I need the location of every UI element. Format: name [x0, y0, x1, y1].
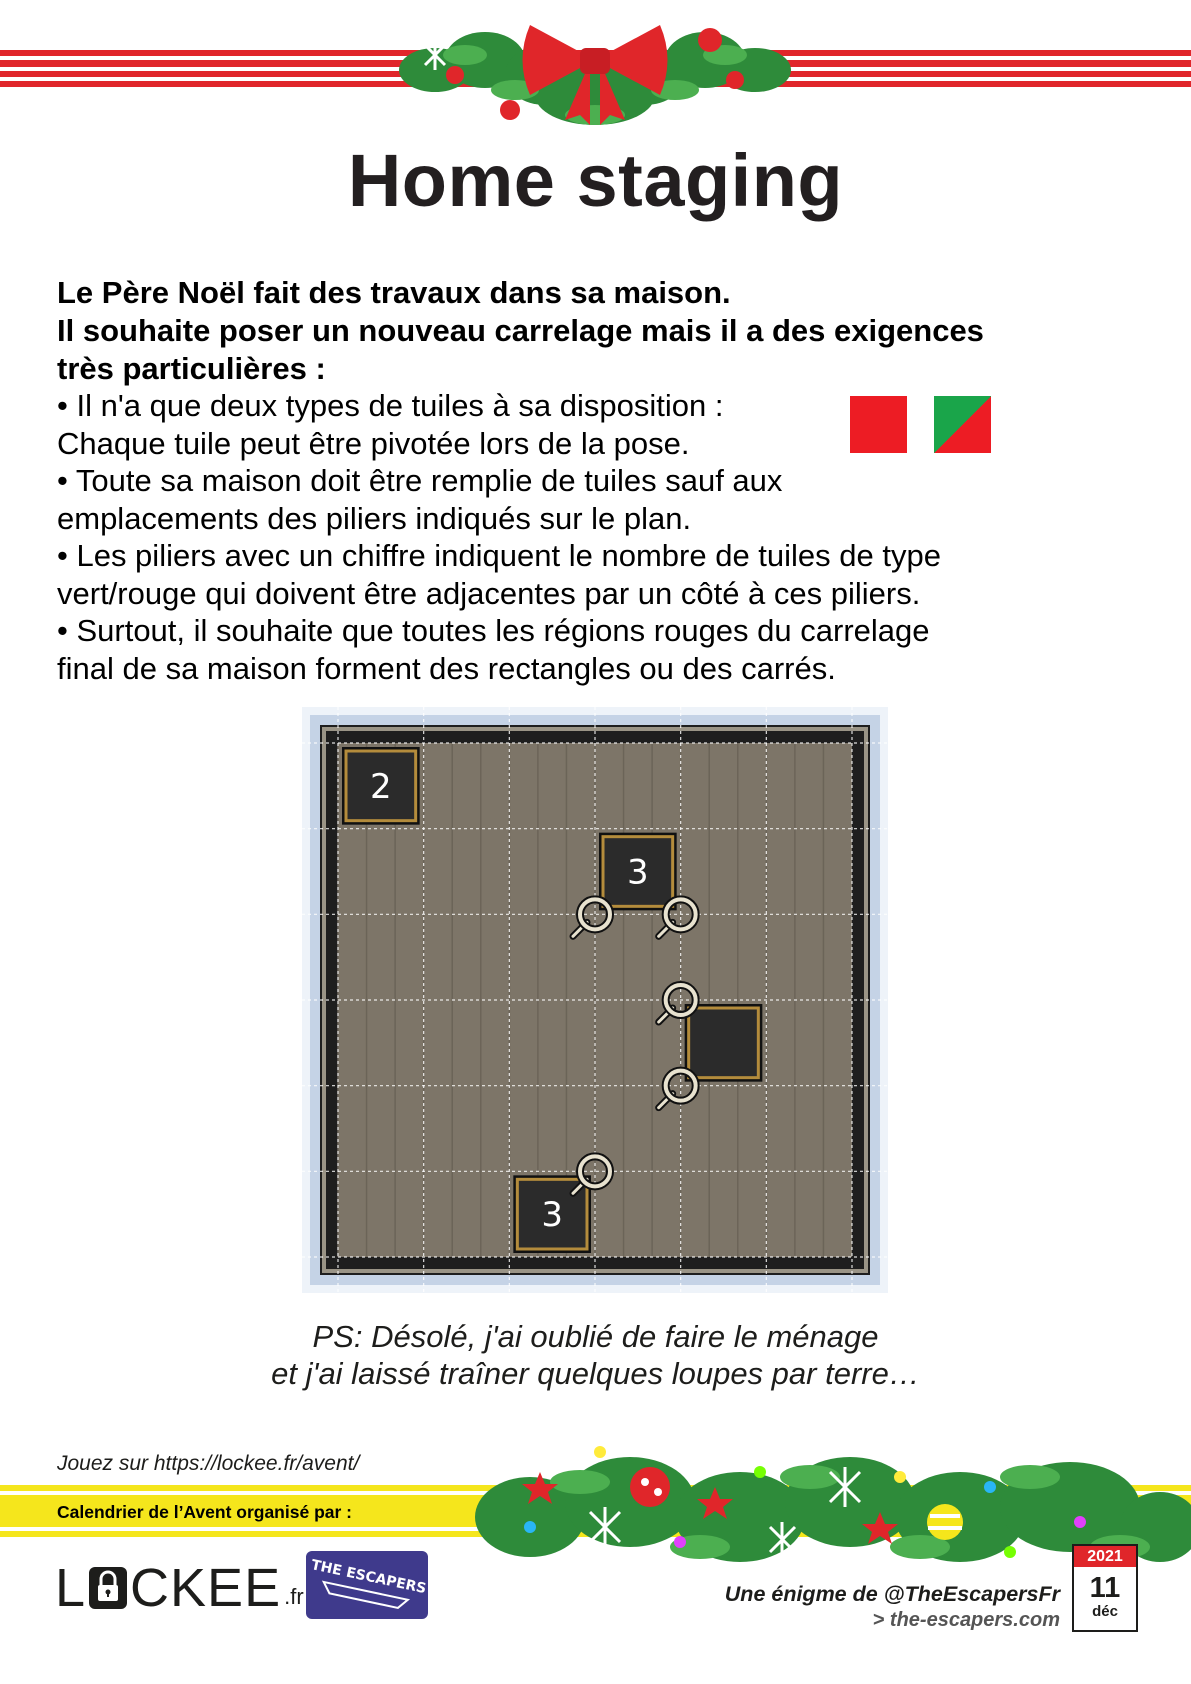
page-title: Home staging: [347, 139, 844, 222]
date-month: déc: [1092, 1603, 1118, 1620]
green-red-tile-sample: [934, 396, 991, 453]
intro-line: Il souhaite poser un nouveau carrelage mais il a des exigences: [57, 313, 984, 348]
pillar-number: 3: [627, 852, 649, 893]
lockee-letter: L: [55, 1558, 87, 1618]
rules-list: [57, 387, 1157, 687]
red-tile-sample: [850, 396, 907, 453]
intro-text: [57, 274, 1157, 388]
date-year: 2021: [1074, 1546, 1136, 1567]
rule-line: emplacements des piliers indiqués sur le plan.: [57, 500, 692, 536]
rule-line: final de sa maison forment des rectangles ou des carrés.: [57, 650, 836, 686]
rule-line: vert/rouge qui doivent être adjacentes par un côté à ces piliers.: [57, 575, 921, 611]
intro-line: Le Père Noël fait des travaux dans sa maison.: [57, 275, 731, 310]
organised-by-label: Calendrier de l’Avent organisé par :: [57, 1502, 352, 1522]
house-floor-plan: [302, 707, 888, 1293]
rule-line: • Toute sa maison doit être remplie de tuiles sauf aux: [57, 463, 783, 498]
lockee-letters: CKEE: [130, 1558, 282, 1618]
the-escapers-logo[interactable]: [306, 1551, 428, 1619]
author-site[interactable]: > the-escapers.com: [872, 1609, 1060, 1631]
author-handle: Une énigme de @TheEscapersFr: [724, 1582, 1060, 1606]
rule-line: • Les piliers avec un chiffre indiquent le nombre de tuiles de type: [57, 538, 941, 573]
ps-line: et j'ai laissé traîner quelques loupes par terre…: [271, 1356, 920, 1391]
date-day: 11: [1089, 1572, 1121, 1604]
lockee-fr: .fr: [284, 1584, 304, 1609]
rule-line: Chaque tuile peut être pivotée lors de la pose.: [57, 425, 690, 461]
play-link[interactable]: Jouez sur https://lockee.fr/avent/: [57, 1452, 360, 1475]
author-credit: [600, 1581, 1060, 1633]
rule-line: • Il n'a que deux types de tuiles à sa disposition :: [57, 388, 724, 423]
ps-line: PS: Désolé, j'ai oublié de faire le ménage: [312, 1319, 879, 1354]
calendar-date: [1072, 1544, 1138, 1632]
lock-icon: [89, 1567, 127, 1609]
rule-line: • Surtout, il souhaite que toutes les régions rouges du carrelage: [57, 613, 930, 648]
escapers-logo-text: THE ESCAPERS: [309, 1557, 428, 1598]
postscript: [0, 1318, 1191, 1392]
christmas-bow-garland-icon: [395, 0, 795, 135]
pillar-number: 3: [541, 1195, 563, 1236]
pillar-number: 2: [370, 766, 392, 807]
pillar: [689, 1008, 759, 1078]
intro-line: très particulières :: [57, 351, 326, 386]
lockee-logo[interactable]: [55, 1560, 304, 1616]
